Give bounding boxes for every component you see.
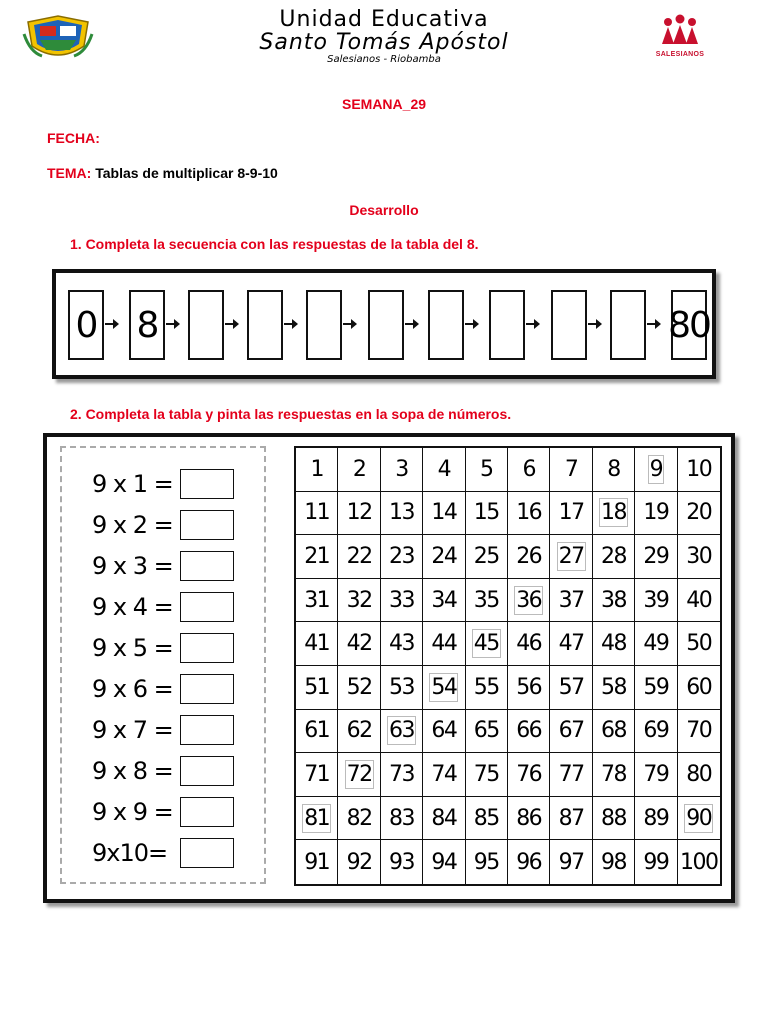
grid-cell[interactable] [466, 753, 508, 797]
grid-number: 5 [480, 456, 493, 482]
sequence-box[interactable] [247, 290, 283, 360]
grid-number: 90 [686, 805, 712, 831]
arrow-right-icon [166, 318, 180, 330]
grid-number: 99 [643, 849, 669, 875]
grid-number: 88 [600, 805, 626, 831]
grid-cell[interactable] [381, 753, 423, 797]
multiplication-expression: 9 x 3 = [92, 552, 173, 580]
grid-cell[interactable] [508, 666, 550, 710]
grid-number: 61 [304, 718, 330, 744]
grid-cell[interactable] [296, 492, 338, 536]
answer-box[interactable] [180, 469, 234, 499]
grid-number: 2 [352, 456, 366, 482]
grid-cell[interactable] [296, 579, 338, 623]
grid-number: 71 [304, 761, 330, 787]
topic-line [47, 165, 278, 181]
grid-number: 58 [600, 674, 626, 700]
grid-number: 62 [346, 718, 372, 744]
grid-number: 47 [558, 631, 584, 657]
grid-number: 68 [600, 718, 626, 744]
multiplication-expression: 9x10= [92, 839, 168, 867]
grid-number: 29 [643, 543, 669, 569]
school-subtitle: Salesianos - Riobamba [327, 54, 441, 65]
grid-cell[interactable] [550, 622, 592, 666]
grid-number: 13 [388, 500, 414, 526]
grid-cell[interactable] [593, 622, 635, 666]
grid-number: 79 [643, 761, 669, 787]
grid-number: 89 [643, 805, 669, 831]
grid-number: 95 [473, 849, 499, 875]
grid-number: 33 [388, 587, 414, 613]
grid-number: 37 [558, 587, 584, 613]
grid-cell[interactable] [635, 797, 677, 841]
grid-number: 69 [643, 718, 669, 744]
grid-number: 6 [522, 456, 535, 482]
grid-cell[interactable] [466, 797, 508, 841]
grid-cell[interactable] [296, 666, 338, 710]
grid-number: 94 [431, 849, 457, 875]
grid-number: 87 [558, 805, 584, 831]
grid-number: 45 [473, 631, 499, 657]
grid-number: 49 [643, 631, 669, 657]
grid-cell[interactable] [338, 579, 380, 623]
grid-cell[interactable] [466, 448, 508, 492]
arrow-right-icon [526, 318, 540, 330]
topic-label: TEMA: [47, 165, 92, 181]
grid-cell[interactable] [508, 797, 550, 841]
grid-number: 41 [304, 631, 330, 657]
grid-number: 80 [686, 761, 712, 787]
grid-cell[interactable] [423, 535, 465, 579]
grid-cell[interactable] [381, 797, 423, 841]
grid-cell[interactable] [635, 840, 677, 884]
grid-number: 25 [473, 543, 499, 569]
grid-number: 93 [388, 849, 414, 875]
grid-cell[interactable] [338, 448, 380, 492]
grid-cell[interactable] [635, 710, 677, 754]
date-label: FECHA: [47, 130, 100, 146]
grid-cell[interactable] [678, 579, 720, 623]
answer-box[interactable] [180, 592, 234, 622]
grid-number: 64 [431, 718, 457, 744]
grid-cell[interactable] [593, 753, 635, 797]
answer-box[interactable] [180, 838, 234, 868]
grid-number: 34 [431, 587, 457, 613]
grid-cell[interactable] [338, 710, 380, 754]
sequence-box[interactable] [428, 290, 464, 360]
grid-cell[interactable] [508, 753, 550, 797]
grid-cell[interactable] [635, 666, 677, 710]
grid-cell[interactable] [508, 448, 550, 492]
sequence-box: 0 [68, 290, 104, 360]
grid-cell[interactable] [423, 492, 465, 536]
grid-cell[interactable] [423, 710, 465, 754]
grid-cell[interactable] [678, 448, 720, 492]
grid-number: 8 [607, 456, 620, 482]
grid-cell[interactable] [508, 535, 550, 579]
grid-number: 27 [558, 543, 584, 569]
grid-cell[interactable] [635, 579, 677, 623]
grid-cell[interactable] [423, 579, 465, 623]
grid-number: 65 [473, 718, 499, 744]
grid-cell[interactable] [635, 448, 677, 492]
answer-box[interactable] [180, 756, 234, 786]
grid-number: 10 [686, 456, 712, 482]
grid-cell[interactable] [338, 622, 380, 666]
grid-number: 15 [473, 500, 499, 526]
grid-number: 78 [600, 761, 626, 787]
grid-cell[interactable] [466, 579, 508, 623]
grid-cell[interactable] [338, 535, 380, 579]
sequence-box[interactable] [368, 290, 404, 360]
grid-number: 84 [431, 805, 457, 831]
grid-cell[interactable] [678, 840, 720, 884]
grid-cell[interactable] [381, 710, 423, 754]
grid-number: 57 [558, 674, 584, 700]
salesianos-logo [648, 14, 712, 62]
multiplication-row [92, 467, 234, 501]
grid-number: 38 [600, 587, 626, 613]
grid-number: 81 [304, 805, 330, 831]
grid-number: 60 [686, 674, 712, 700]
arrow-right-icon [284, 318, 298, 330]
grid-cell[interactable] [635, 535, 677, 579]
multiplication-row [92, 713, 234, 747]
arrow-right-icon [405, 318, 419, 330]
grid-cell[interactable] [550, 579, 592, 623]
grid-number: 56 [516, 674, 542, 700]
grid-number: 36 [516, 587, 542, 613]
question-1: 1. Completa la secuencia con las respuestas de la tabla del 8. [70, 236, 479, 252]
grid-cell[interactable] [635, 492, 677, 536]
arrow-right-icon [105, 318, 119, 330]
sequence-box[interactable] [188, 290, 224, 360]
grid-cell[interactable] [381, 492, 423, 536]
grid-cell[interactable] [678, 666, 720, 710]
number-grid [294, 446, 722, 886]
school-crest-logo [22, 12, 94, 62]
grid-cell[interactable] [593, 797, 635, 841]
grid-number: 59 [643, 674, 669, 700]
grid-number: 7 [564, 456, 578, 482]
grid-cell[interactable] [466, 840, 508, 884]
grid-cell[interactable] [508, 492, 550, 536]
school-name-line1: Unidad Educativa [279, 7, 489, 32]
grid-number: 53 [388, 674, 414, 700]
grid-number: 24 [431, 543, 457, 569]
grid-number: 3 [395, 456, 408, 482]
multiplication-row [92, 795, 234, 829]
grid-number: 4 [437, 456, 451, 482]
grid-number: 46 [516, 631, 542, 657]
grid-cell[interactable] [593, 710, 635, 754]
grid-cell[interactable] [678, 753, 720, 797]
grid-cell[interactable] [593, 666, 635, 710]
grid-cell[interactable] [338, 840, 380, 884]
answer-box[interactable] [180, 674, 234, 704]
grid-cell[interactable] [678, 492, 720, 536]
grid-cell[interactable] [296, 710, 338, 754]
multiplication-expression: 9 x 7 = [92, 716, 173, 744]
grid-cell[interactable] [423, 797, 465, 841]
grid-cell[interactable] [550, 448, 592, 492]
sequence-box[interactable] [610, 290, 646, 360]
arrow-right-icon [588, 318, 602, 330]
grid-number: 100 [680, 849, 718, 875]
grid-cell[interactable] [296, 448, 338, 492]
grid-cell[interactable] [381, 840, 423, 884]
page-header [0, 0, 768, 70]
multiplication-expression: 9 x 9 = [92, 798, 173, 826]
grid-number: 55 [473, 674, 499, 700]
grid-cell[interactable] [550, 710, 592, 754]
grid-number: 19 [643, 500, 669, 526]
grid-cell[interactable] [678, 797, 720, 841]
sequence-box[interactable] [489, 290, 525, 360]
grid-number: 17 [558, 500, 584, 526]
grid-number: 91 [304, 849, 330, 875]
grid-number: 63 [388, 718, 414, 744]
question-2: 2. Completa la tabla y pinta las respuestas en la sopa de números. [70, 406, 512, 422]
grid-cell[interactable] [550, 840, 592, 884]
multiplication-row [92, 836, 234, 870]
grid-cell[interactable] [635, 622, 677, 666]
grid-number: 82 [346, 805, 372, 831]
grid-number: 43 [388, 631, 414, 657]
grid-number: 23 [388, 543, 414, 569]
arrow-right-icon [343, 318, 357, 330]
grid-cell[interactable] [423, 448, 465, 492]
grid-number: 70 [686, 718, 712, 744]
grid-cell[interactable] [550, 492, 592, 536]
multiplication-row [92, 508, 234, 542]
grid-cell[interactable] [678, 710, 720, 754]
grid-number: 32 [346, 587, 372, 613]
grid-cell[interactable] [508, 579, 550, 623]
grid-cell[interactable] [423, 622, 465, 666]
grid-number: 52 [346, 674, 372, 700]
answer-box[interactable] [180, 633, 234, 663]
grid-cell[interactable] [466, 535, 508, 579]
grid-cell[interactable] [550, 797, 592, 841]
grid-number: 72 [346, 761, 372, 787]
grid-cell[interactable] [593, 579, 635, 623]
grid-number: 20 [686, 500, 712, 526]
grid-number: 31 [304, 587, 330, 613]
grid-cell[interactable] [338, 797, 380, 841]
grid-cell[interactable] [635, 753, 677, 797]
grid-number: 14 [431, 500, 457, 526]
grid-cell[interactable] [678, 622, 720, 666]
grid-cell[interactable] [423, 753, 465, 797]
week-title: SEMANA_29 [341, 96, 427, 112]
multiplication-expression: 9 x 6 = [92, 675, 173, 703]
salesianos-text: SALESIANOS [655, 51, 705, 58]
grid-cell[interactable] [466, 710, 508, 754]
grid-number: 26 [516, 543, 542, 569]
grid-cell[interactable] [466, 622, 508, 666]
grid-number: 16 [516, 500, 542, 526]
grid-cell[interactable] [296, 622, 338, 666]
sequence-box[interactable] [551, 290, 587, 360]
grid-cell[interactable] [550, 535, 592, 579]
grid-cell[interactable] [296, 840, 338, 884]
grid-number: 96 [516, 849, 542, 875]
multiplication-row [92, 549, 234, 583]
sequence-box[interactable] [306, 290, 342, 360]
answer-box[interactable] [180, 715, 234, 745]
grid-cell[interactable] [338, 753, 380, 797]
grid-cell[interactable] [338, 492, 380, 536]
grid-cell[interactable] [423, 666, 465, 710]
grid-cell[interactable] [508, 622, 550, 666]
grid-number: 1 [310, 456, 323, 482]
grid-number: 35 [473, 587, 499, 613]
grid-cell[interactable] [338, 666, 380, 710]
grid-number: 11 [304, 500, 330, 526]
grid-number: 50 [686, 631, 712, 657]
school-name-line2: Santo Tomás Apóstol [259, 30, 509, 55]
grid-number: 92 [346, 849, 372, 875]
grid-cell[interactable] [296, 753, 338, 797]
grid-number: 21 [304, 543, 330, 569]
grid-cell[interactable] [550, 753, 592, 797]
grid-number: 74 [431, 761, 457, 787]
grid-cell[interactable] [423, 840, 465, 884]
grid-cell[interactable] [593, 840, 635, 884]
grid-cell[interactable] [593, 535, 635, 579]
grid-cell[interactable] [678, 535, 720, 579]
answer-box[interactable] [180, 510, 234, 540]
grid-cell[interactable] [466, 666, 508, 710]
answer-box[interactable] [180, 551, 234, 581]
grid-number: 40 [686, 587, 712, 613]
grid-number: 42 [346, 631, 372, 657]
sequence-box: 8 [129, 290, 165, 360]
arrow-right-icon [225, 318, 239, 330]
grid-number: 76 [516, 761, 542, 787]
grid-number: 66 [516, 718, 542, 744]
grid-cell[interactable] [381, 622, 423, 666]
multiplication-expression: 9 x 2 = [92, 511, 173, 539]
multiplication-expression: 9 x 4 = [92, 593, 173, 621]
arrow-right-icon [465, 318, 479, 330]
grid-number: 18 [600, 500, 626, 526]
multiplication-expression: 9 x 5 = [92, 634, 173, 662]
grid-number: 73 [388, 761, 414, 787]
school-title [150, 8, 618, 65]
grid-cell[interactable] [381, 448, 423, 492]
grid-cell[interactable] [381, 579, 423, 623]
grid-number: 22 [346, 543, 372, 569]
multiplication-row [92, 754, 234, 788]
multiplication-expression: 9 x 1 = [92, 470, 173, 498]
grid-cell[interactable] [296, 797, 338, 841]
grid-cell[interactable] [550, 666, 592, 710]
grid-number: 44 [431, 631, 457, 657]
arrow-right-icon [647, 318, 661, 330]
grid-number: 12 [346, 500, 372, 526]
grid-number: 83 [388, 805, 414, 831]
topic-value: Tablas de multiplicar 8-9-10 [95, 165, 278, 181]
multiplication-expression: 9 x 8 = [92, 757, 173, 785]
grid-number: 51 [304, 674, 330, 700]
multiplication-row [92, 590, 234, 624]
grid-number: 54 [431, 674, 457, 700]
grid-number: 86 [516, 805, 542, 831]
grid-number: 98 [600, 849, 626, 875]
grid-cell[interactable] [381, 666, 423, 710]
section-heading: Desarrollo [349, 202, 419, 218]
grid-number: 77 [558, 761, 584, 787]
grid-cell[interactable] [466, 492, 508, 536]
grid-cell[interactable] [593, 448, 635, 492]
answer-box[interactable] [180, 797, 234, 827]
grid-cell[interactable] [508, 710, 550, 754]
grid-cell[interactable] [381, 535, 423, 579]
grid-number: 67 [558, 718, 584, 744]
grid-number: 85 [473, 805, 499, 831]
grid-number: 97 [558, 849, 584, 875]
grid-cell[interactable] [593, 492, 635, 536]
grid-number: 39 [643, 587, 669, 613]
grid-number: 30 [686, 543, 712, 569]
grid-number: 75 [473, 761, 499, 787]
multiplication-row [92, 672, 234, 706]
grid-number: 9 [649, 456, 663, 482]
grid-number: 48 [600, 631, 626, 657]
sequence-box: 80 [671, 290, 707, 360]
grid-cell[interactable] [296, 535, 338, 579]
grid-number: 28 [600, 543, 626, 569]
multiplication-row [92, 631, 234, 665]
grid-cell[interactable] [508, 840, 550, 884]
